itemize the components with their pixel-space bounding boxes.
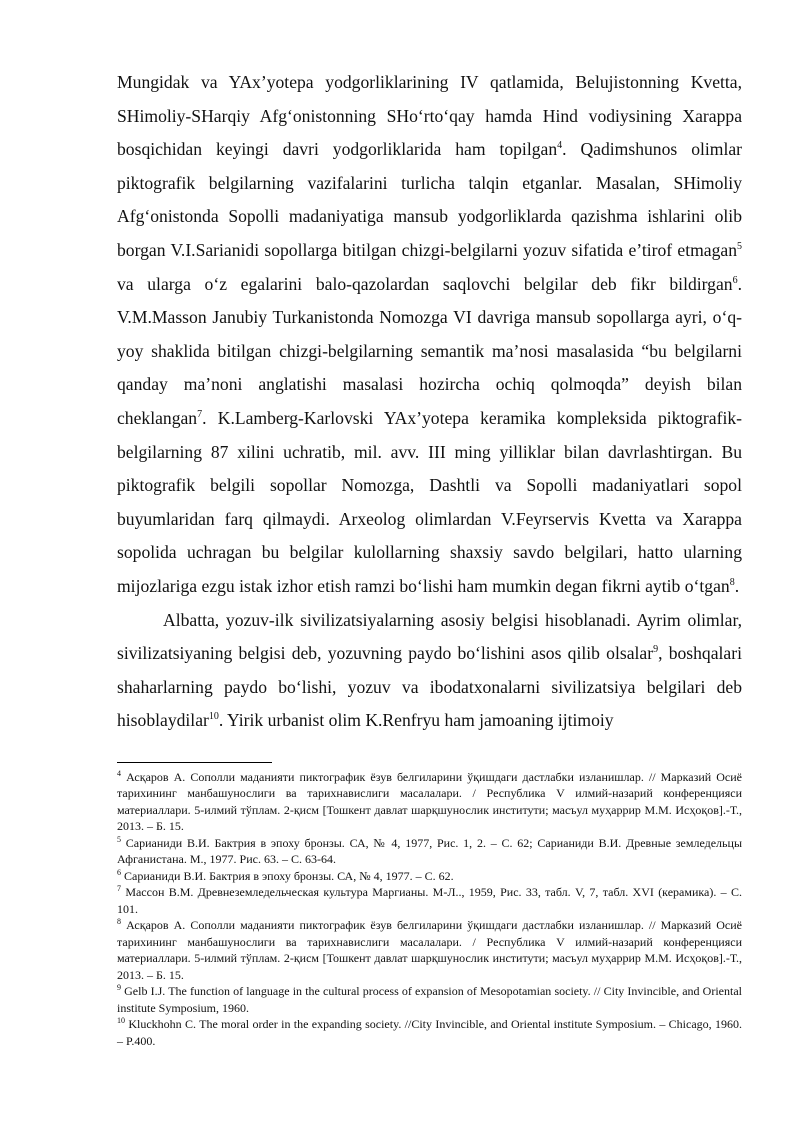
footnote [117, 983, 742, 1016]
text-run: . K.Lamberg-Karlovski YAx’yotepa keramika kompleksida piktografik-belgilarning 87 xilini uchratib, mil. avv. III ming yilliklar bilan davrlashtirgan. Bu piktografik belgili sopollar Nomozga, Dashtli va Sopolli madaniyatlari sopol buyumlaridan farq qilmaydi. Arxeolog olimlardan V.Feyrservis Kvetta va Xarappa sopolida uchragan bu belgilar kulollarning shaxsiy savdo belgilari, hatto ularning mijozlariga ezgu istak izhor etish ramzi bo‘lishi ham mumkin degan fikrni aytib o‘tgan [117, 407, 742, 596]
footnote [117, 917, 742, 983]
footnote [117, 1016, 742, 1049]
footnote-number: 6 [117, 867, 121, 877]
text-run: Mungidak va YAx’yotepa yodgorliklarining IV qatlamida, Belujistonning Kvetta, SHimoliy-SHarqiy Afg‘onistonning SHo‘rto‘qay hamda Hind vodiysining Xarappa bosqichidan keyingi davri yodgorliklarida ham topilgan [117, 72, 742, 160]
text-run: . Qadimshunos olimlar piktografik belgilarning vazifalarini turlicha talqin etganlar. Masalan, SHimoliy Afg‘onistonda Sopolli madaniyatiga mansub yodgorliklarda qazishma ishlarini olib borgan V.I.Sarianidi sopollarga bitilgan chizgi-belgilarni yozuv sifatida e’tirof etmagan [117, 139, 743, 260]
body-paragraph-1 [117, 66, 742, 604]
footnote [117, 835, 742, 868]
footnotes [117, 769, 742, 1050]
footnote-text: Kluckhohn C. The moral order in the expanding society. //City Invincible, and Oriental institute Symposium. – Chicago, 1960. – P.400. [117, 1017, 742, 1048]
footnote [117, 884, 742, 917]
footnote-number: 10 [117, 1016, 125, 1026]
footnote-ref: 9 [653, 644, 659, 656]
footnote-text: Массон В.М. Древнеземледельческая культура Маргианы. М-Л.., 1959, Рис. 33, табл. V, 7, табл. XVI (керамика). – С. 101. [117, 885, 742, 916]
text-run: Albatta, yozuv-ilk sivilizatsiyalarning asosiy belgisi hisoblanadi. Ayrim olimlar, sivilizatsiyaning belgisi deb, yozuvning paydo bo‘lishini asos qilib olsalar [117, 609, 742, 664]
text-run: . V.M.Masson Janubiy Turkanistonda Nomozga VI davriga mansub sopollarga ayri, o‘q-yoy shaklida bitilgan chizgi-belgilarning semantik ma’nosi masalasida “bu belgilarni qanday ma’noni anglatishi masalasi hozircha ochiq qolmoqda” deyish bilan cheklangan [117, 273, 742, 428]
footnote [117, 769, 742, 835]
footnote-number: 9 [117, 983, 121, 993]
footnote-text: Сарианиди В.И. Бактрия в эпоху бронзы. СА, № 4, 1977, Рис. 1, 2. – С. 62; Сарианиди В.И. Древные земледельцы Афганистана. М., 1977. Рис. 63. – С. 63-64. [117, 835, 742, 867]
footnote-ref: 4 [557, 140, 563, 152]
footnote-text: Асқаров А. Сополли маданияти пиктографик ёзув белгиларини ўқишдаги дастлабки изланишлар. // Марказий Осиё тарихининг манбашунослиги ва тарихнавислиги масалалари. / Республика V илмий-назарий конференцияси материаллари. 5-илмий тўплам. 2-қисм [Тошкент давлат шарқшунослик институти; масъул муҳаррир М.М. Исҳоқов].-Т., 2013. – Б. 15. [117, 918, 742, 982]
footnote-separator [117, 762, 272, 763]
footnote-number: 5 [117, 834, 121, 844]
footnote-text: Асқаров А. Сополли маданияти пиктографик ёзув белгиларини ўқишдаги дастлабки изланишлар. // Марказий Осиё тарихининг манбашунослиги ва тарихнавислиги масалалари. / Республика V илмий-назарий конференцияси материаллари. 5-илмий тўплам. 2-қисм [Тошкент давлат шарқшунослик институти; масъул муҳаррир М.М. Исҳоқов].-Т., 2013. – Б. 15. [117, 769, 742, 834]
footnote-number: 7 [117, 884, 121, 894]
text-run: . Yirik urbanist olim K.Renfryu ham jamoaning ijtimoiy [218, 710, 614, 731]
text-run: . [734, 575, 740, 596]
footnote-number: 8 [117, 917, 121, 927]
text-run: , boshqalari shaharlarning paydo bo‘lishi, yozuv va ibodatxonalarni sivilizatsiya belgilari deb hisoblaydilar [117, 643, 742, 731]
footnote-ref: 5 [737, 241, 742, 253]
footnote-number: 4 [117, 768, 121, 778]
footnote-ref: 8 [729, 577, 735, 589]
footnote-ref: 7 [197, 409, 203, 421]
footnote-text: Gelb I.J. The function of language in the cultural process of expansion of Mesopotamian society. // City Invincible, and Oriental institute Symposium, 1960. [117, 984, 742, 1015]
body-paragraph-2 [117, 604, 742, 738]
text-run: va ularga o‘z egalarini balo-qazolardan saqlovchi belgilar deb fikr bildirgan [117, 273, 733, 294]
document-page [117, 66, 742, 1049]
footnote-text: Сарианиди В.И. Бактрия в эпоху бронзы. СА, № 4, 1977. – С. 62. [121, 868, 454, 883]
footnote-ref: 6 [732, 274, 738, 286]
footnote [117, 868, 742, 885]
footnote-ref: 10 [208, 711, 219, 723]
